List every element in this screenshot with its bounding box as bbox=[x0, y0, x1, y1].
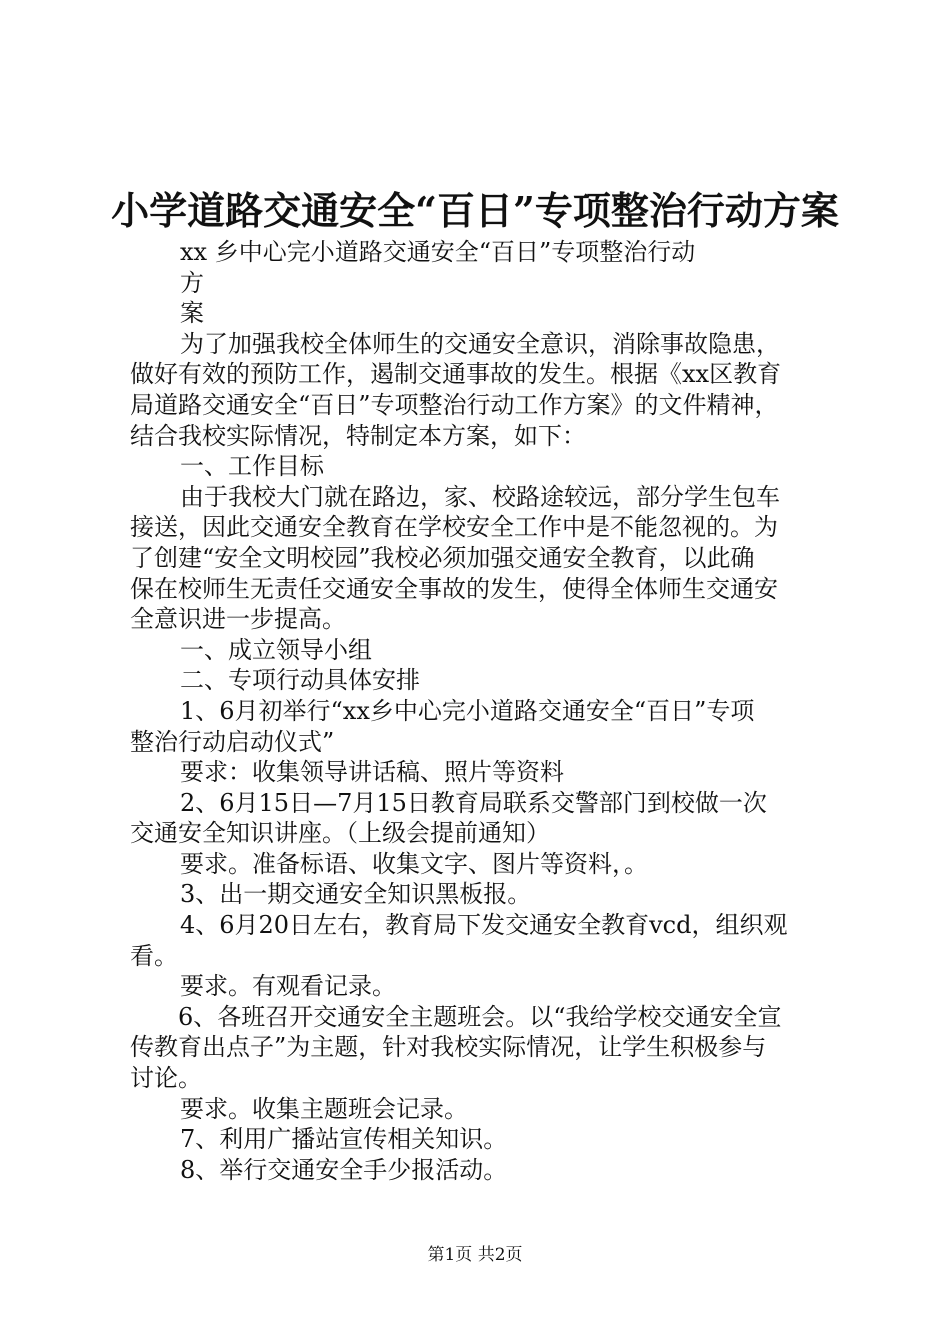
body-line: 7、利用广播站宣传相关知识。 bbox=[180, 1125, 508, 1154]
body-line: 要求。有观看记录。 bbox=[180, 972, 396, 1001]
body-line: 二、专项行动具体安排 bbox=[180, 666, 420, 695]
body-line: 方 bbox=[180, 268, 204, 297]
body-line: 案 bbox=[180, 299, 204, 328]
body-line: 6、各班召开交通安全主题班会。以“我给学校交通安全宣 bbox=[178, 1002, 782, 1031]
body-line: 结合我校实际情况，特制定本方案，如下： bbox=[130, 421, 586, 450]
body-line: 了创建“安全文明校园”我校必须加强交通安全教育，以此确 bbox=[130, 543, 755, 572]
body-line: 讨论。 bbox=[130, 1064, 202, 1093]
body-line: 一、成立领导小组 bbox=[180, 635, 372, 664]
body-line: 做好有效的预防工作，遏制交通事故的发生。根据《xx区教育 bbox=[130, 360, 782, 389]
body-line: 要求。准备标语、收集文字、图片等资料，。 bbox=[180, 849, 648, 878]
body-line: 4、6月20日左右，教育局下发交通安全教育vcd，组织观 bbox=[180, 911, 788, 940]
body-line: 由于我校大门就在路边，家、校路途较远，部分学生包车 bbox=[180, 482, 780, 511]
body-line: 保在校师生无责任交通安全事故的发生，使得全体师生交通安 bbox=[130, 574, 778, 603]
body-line: 要求。收集主题班会记录。 bbox=[180, 1094, 468, 1123]
body-line: 3、出一期交通安全知识黑板报。 bbox=[180, 880, 532, 909]
body-line: 看。 bbox=[130, 941, 178, 970]
body-line: 整治行动启动仪式” bbox=[130, 727, 335, 756]
body-line: 2、6月15日—7月15日教育局联系交警部门到校做一次 bbox=[180, 788, 767, 817]
document-body bbox=[130, 237, 830, 1185]
body-line: 传教育出点子”为主题，针对我校实际情况，让学生积极参与 bbox=[130, 1033, 767, 1062]
document-title: 小学道路交通安全“百日”专项整治行动方案 bbox=[111, 188, 839, 233]
body-line: 1、6月初举行“xx乡中心完小道路交通安全“百日”专项 bbox=[180, 696, 755, 725]
body-line: 局道路交通安全“百日”专项整治行动工作方案》的文件精神， bbox=[130, 390, 779, 419]
body-line: 为了加强我校全体师生的交通安全意识，消除事故隐患， bbox=[180, 329, 780, 358]
body-line: 全意识进一步提高。 bbox=[130, 605, 346, 634]
page-number: 第1页 共2页 bbox=[427, 1245, 523, 1265]
body-line: 交通安全知识讲座。（上级会提前通知） bbox=[130, 819, 550, 848]
body-line: 要求：收集领导讲话稿、照片等资料 bbox=[180, 758, 564, 787]
body-line: xx 乡中心完小道路交通安全“百日”专项整治行动 bbox=[180, 238, 696, 266]
body-line: 一、工作目标 bbox=[180, 452, 324, 481]
body-line: 接送，因此交通安全教育在学校安全工作中是不能忽视的。为 bbox=[130, 513, 778, 542]
body-line: 8、举行交通安全手少报活动。 bbox=[180, 1155, 508, 1184]
